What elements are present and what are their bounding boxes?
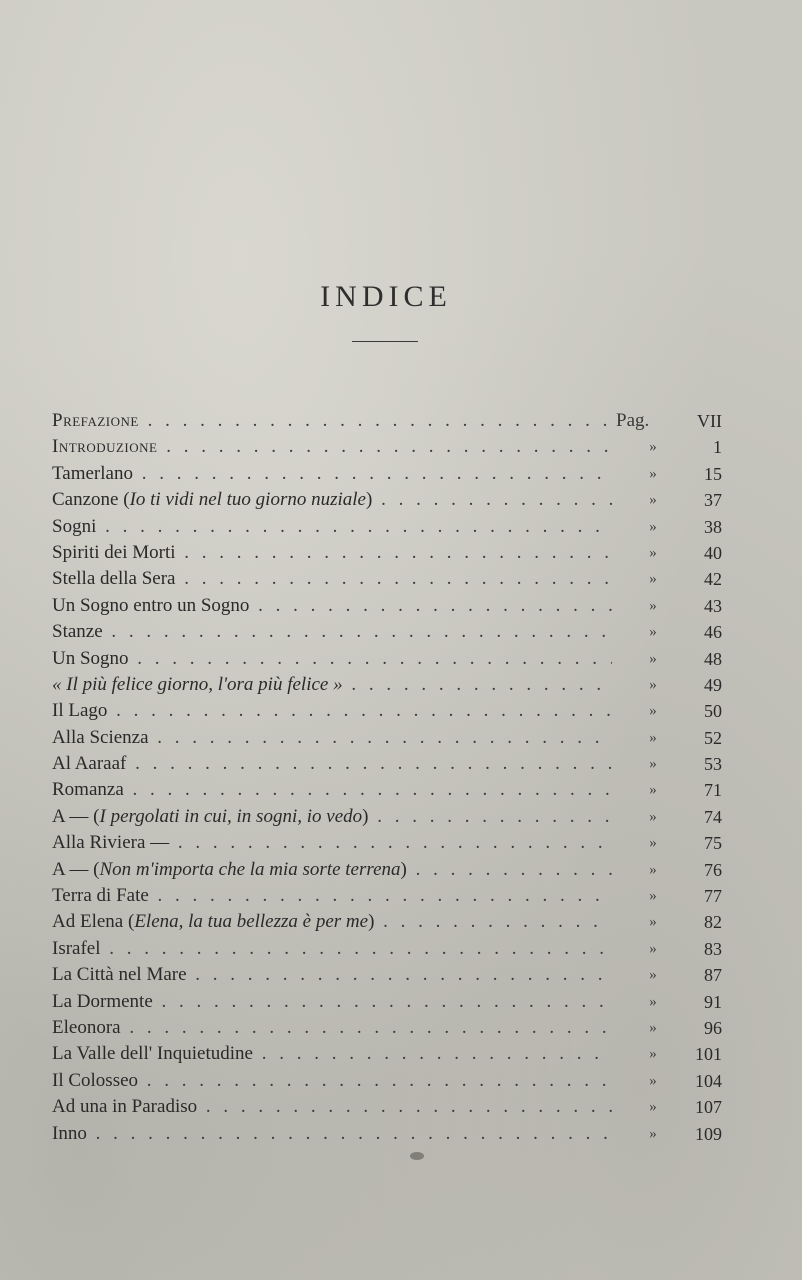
toc-entry-closing: ) [366,489,373,511]
toc-row [52,989,722,1015]
toc-entry-title [52,1094,612,1120]
toc-entry-title [52,1121,612,1147]
toc-entry-label: Spiriti dei Morti [52,541,176,563]
toc-page-marker: » [649,914,657,931]
toc-entry-title [52,487,612,513]
toc-entry-label: Prefazione [52,410,139,431]
toc-row [52,777,722,803]
toc-page-number: 107 [695,1097,722,1118]
toc-row [52,566,722,592]
toc-entry-closing: ) [362,805,369,827]
toc-entry-label: Al Aaraaf [52,753,127,775]
toc-page-number: 82 [704,912,722,933]
toc-page-number: 71 [704,780,722,801]
toc-entry-label: A — ( [52,858,100,880]
toc-page-marker: » [649,624,657,641]
toc-row [52,883,722,909]
ink-spot [410,1152,424,1160]
toc-entry-label: Alla Riviera — [52,832,170,854]
toc-page-marker: » [649,1046,657,1063]
toc-row [52,751,722,777]
toc-page-marker: » [649,571,657,588]
toc-entry-title [52,698,612,724]
title-rule [352,341,418,342]
toc-entry-title [52,725,612,751]
toc-entry-label: Un Sogno [52,647,129,669]
toc-page-number: 75 [704,833,722,854]
toc-page-number: 87 [704,965,722,986]
toc-row [52,434,722,460]
toc-page-number: 52 [704,727,722,748]
toc-row [52,593,722,619]
toc-page-marker: » [649,940,657,957]
toc-entry-title [52,830,612,856]
toc-entry-label: Introduzione [52,436,158,458]
toc-entry-label: Il Colosseo [52,1069,139,1091]
toc-page-number: 109 [695,1123,722,1144]
toc-entry-title [52,751,612,777]
toc-entry-title [52,1015,612,1041]
toc-row [52,962,722,988]
toc-entry-title [52,434,612,460]
toc-entry-label: Alla Scienza [52,726,149,748]
toc-page-marker: » [649,993,657,1010]
toc-entry-label: Il Lago [52,700,108,722]
toc-row [52,830,722,856]
toc-page-number: 46 [704,622,722,643]
toc-page-marker: » [649,729,657,746]
toc-page-number: 104 [695,1070,722,1091]
toc-row [52,1041,722,1067]
toc-page-number: 96 [704,1017,722,1038]
toc-entry-label: La Valle dell' Inquietudine [52,1043,253,1065]
toc-page-number: 76 [704,859,722,880]
toc-entry-title [52,646,612,672]
toc-page-marker: » [649,808,657,825]
toc-page-number: 50 [704,701,722,722]
toc-entry-title [52,593,612,619]
toc-page-marker: » [649,888,657,905]
toc-entry-subtitle: Elena, la tua bellezza è per me [134,911,369,933]
toc-row [52,540,722,566]
toc-row [52,1121,722,1147]
toc-entry-label: Canzone ( [52,489,130,511]
toc-entry-label: Un Sogno entro un Sogno [52,594,250,616]
toc-entry-closing: ) [400,858,407,880]
toc-page-marker: » [649,1019,657,1036]
toc-page-marker: » [649,492,657,509]
toc-page-number: 15 [704,463,722,484]
toc-entry-title [52,619,612,645]
toc-entry-label: Ad Elena ( [52,911,135,933]
toc-entry-title [52,962,612,988]
toc-entry-subtitle: « Il più felice giorno, l'ora più felice » [52,673,343,695]
toc-entry-title [52,408,612,434]
toc-page-number: 37 [704,490,722,511]
toc-page-marker: » [649,835,657,852]
toc-entry-title [52,883,612,909]
page-title: INDICE [320,280,452,313]
toc-row [52,487,722,513]
toc-page-marker: » [649,1125,657,1142]
table-of-contents [52,408,722,1147]
toc-entry-label: Tamerlano [52,462,133,484]
toc-page-number: 48 [704,648,722,669]
toc-page-marker: » [649,861,657,878]
toc-page-marker: » [649,1072,657,1089]
toc-entry-subtitle: Non m'importa che la mia sorte terrena [99,858,401,880]
toc-row [52,936,722,962]
toc-page-number: 74 [704,806,722,827]
toc-entry-title [52,566,612,592]
toc-page-number: 38 [704,516,722,537]
toc-row [52,804,722,830]
toc-entry-label: Romanza [52,779,124,801]
toc-row [52,672,722,698]
toc-entry-title [52,540,612,566]
toc-entry-closing: ) [368,911,375,933]
toc-page-number: 49 [704,674,722,695]
toc-page-number: 53 [704,754,722,775]
toc-entry-label: La Città nel Mare [52,964,187,986]
toc-page-number: VII [697,411,722,431]
toc-entry-label: Sogni [52,515,97,537]
toc-entry-title [52,461,612,487]
toc-page-marker: Pag. [616,410,650,431]
toc-page-number: 77 [704,886,722,907]
toc-entry-label: Ad una in Paradiso [52,1096,198,1118]
toc-entry-title [52,777,612,803]
toc-page-marker: » [649,439,657,456]
toc-row [52,1094,722,1120]
toc-page-marker: » [649,1099,657,1116]
toc-entry-title [52,804,612,830]
toc-row [52,619,722,645]
toc-page-number: 83 [704,938,722,959]
toc-page-number: 43 [704,595,722,616]
toc-row [52,725,722,751]
toc-entry-title [52,909,612,935]
toc-page-number: 101 [695,1044,722,1065]
toc-page-number: 42 [704,569,722,590]
toc-page-marker: » [649,676,657,693]
toc-entry-subtitle: I pergolati in cui, in sogni, io vedo [99,805,363,827]
toc-page-marker: » [649,782,657,799]
toc-entry-label: Stella della Sera [52,568,176,590]
toc-page-marker: » [649,967,657,984]
toc-page-marker: » [649,518,657,535]
toc-row [52,646,722,672]
toc-row [52,1015,722,1041]
toc-entry-title [52,857,612,883]
toc-entry-label: Stanze [52,621,103,643]
toc-entry-label: Israfel [52,937,101,959]
toc-row [52,461,722,487]
toc-entry-label: La Dormente [52,990,153,1012]
toc-row [52,408,722,434]
toc-page-marker: » [649,465,657,482]
toc-page-marker: » [649,597,657,614]
toc-row [52,698,722,724]
toc-page-marker: » [649,544,657,561]
toc-page-marker: » [649,703,657,720]
toc-entry-label: Terra di Fate [52,885,149,907]
toc-entry-title [52,672,612,698]
toc-entry-title [52,514,612,540]
toc-entry-label: Eleonora [52,1016,121,1038]
toc-entry-title [52,989,612,1015]
toc-row [52,909,722,935]
toc-row [52,514,722,540]
toc-entry-title [52,1041,612,1067]
toc-page-marker: » [649,756,657,773]
toc-entry-label: Inno [52,1122,87,1144]
toc-entry-title [52,1068,612,1094]
toc-entry-subtitle: Io ti vidi nel tuo giorno nuziale [129,489,366,511]
toc-entry-title [52,936,612,962]
toc-row [52,1068,722,1094]
toc-entry-label: A — ( [52,805,100,827]
toc-page-marker: » [649,650,657,667]
toc-page-number: 40 [704,542,722,563]
toc-row [52,857,722,883]
toc-page-number: 1 [713,437,722,458]
toc-page-number: 91 [704,991,722,1012]
